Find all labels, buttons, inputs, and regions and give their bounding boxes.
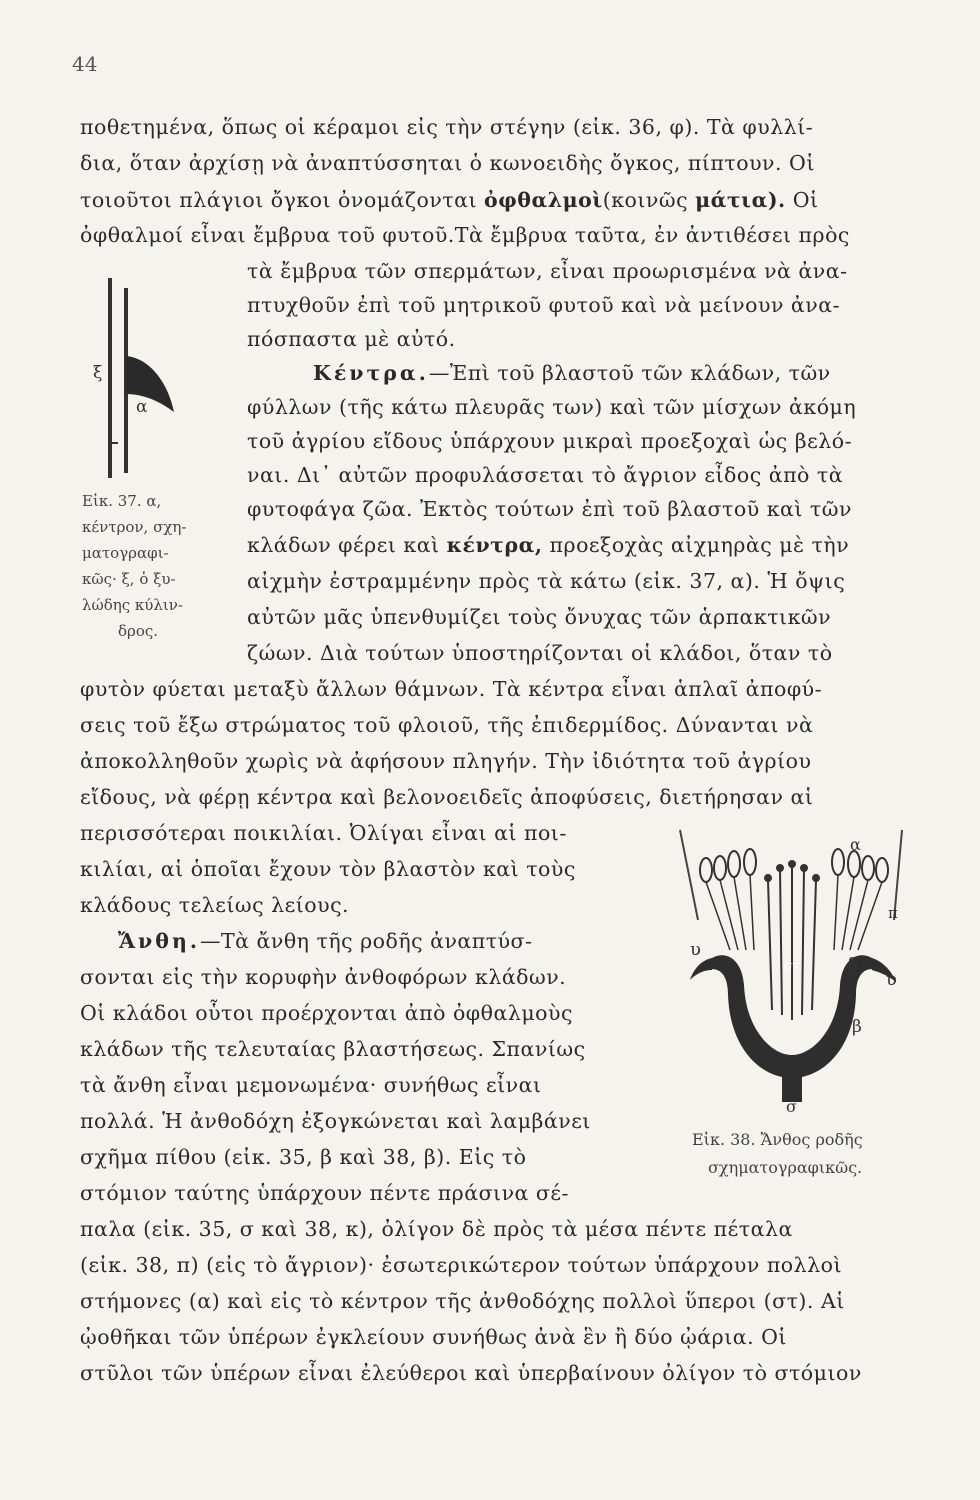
text-line: Οἱ κλάδοι οὗτοι προέρχονται ἀπὸ ὀφθαλμοὺς [80,1001,573,1025]
figure-37 [88,278,198,488]
text-line [80,185,920,215]
text-line: στόμιον ταύτης ὑπάρχουν πέντε πράσινα σέ- [80,1181,569,1205]
text-run: —Ἐπὶ τοῦ βλαστοῦ τῶν κλάδων, τῶν [428,361,831,385]
svg-text:υ: υ [886,969,897,990]
text-line [313,358,831,388]
text-line: πτυχθοῦν ἐπὶ τοῦ μητρικοῦ φυτοῦ καὶ νὰ μείνουν ἀνα- [247,293,840,317]
text-line: κλάδων τῆς τελευταίας βλαστήσεως. Σπανίως [80,1037,586,1061]
text-line: ὀφθαλμοί εἶναι ἔμβρυα τοῦ φυτοῦ.Τὰ ἔμβρυα ταῦτα, ἐν ἀντιθέσει πρὸς [80,223,850,247]
text-run: τοιοῦτοι πλάγιοι ὄγκοι ὀνομάζονται [80,188,478,212]
term-ofthalmoi: ὀφθαλμοὶ [484,188,603,212]
label-alpha: α [136,397,148,417]
heading-kentra: Κέντρα. [313,361,429,385]
text-run: (κοινῶς [602,188,689,212]
text-line: δια, ὅταν ἀρχίσῃ νὰ ἀναπτύσσηται ὁ κωνοειδὴς ὄγκος, πίπτουν. Οἱ [80,151,815,175]
figure-38 [672,810,932,1120]
svg-text:α: α [850,835,861,854]
svg-text:π: π [888,904,898,922]
svg-text:στ: στ [784,959,801,974]
term-kentra: κέντρα, [446,533,543,557]
text-line: εἴδους, νὰ φέρῃ κέντρα καὶ βελονοειδεῖς ἀποφύσεις, διετήρησαν αἱ [80,785,814,809]
text-line: (εἰκ. 38, π) (εἰς τὸ ἄγριον)· ἐσωτερικώτερον τούτων ὑπάρχουν πολλοὶ [80,1253,843,1277]
text-line: στῦλοι τῶν ὑπέρων εἶναι ἐλεύθεροι καὶ ὑπερβαίνουν ὀλίγον τὸ στόμιον [80,1361,862,1385]
svg-text:σ: σ [786,1097,797,1116]
thorn-shape [126,356,174,412]
text-line [118,926,532,956]
text-run: Οἱ [792,188,819,212]
text-line: ζώων. Διὰ τούτων ὑποστηρίζονται οἱ κλάδοι, ὅταν τὸ [247,641,833,665]
text-line: περισσότεραι ποικιλίαι. Ὀλίγαι εἶναι αἱ ποι- [80,821,567,845]
text-run: προεξοχὰς αἰχμηρὰς μὲ τὴν [549,533,850,557]
text-line: αἰχμὴν ἐστραμμένην πρὸς τὰ κάτω (εἰκ. 37, α). Ἡ ὄψις [247,569,846,593]
text-line: πολλά. Ἡ ἀνθοδόχη ἐξογκώνεται καὶ λαμβάνει [80,1109,591,1133]
text-line: τὰ ἄνθη εἶναι μεμονωμένα· συνήθως εἶναι [80,1073,542,1097]
text-line: σχῆμα πίθου (εἰκ. 35, β καὶ 38, β). Εἰς τὸ [80,1145,527,1169]
text-run: κλάδων φέρει καὶ [247,533,440,557]
svg-text:β: β [852,1017,862,1037]
label-xi: ξ [93,363,103,383]
text-line: αὐτῶν μᾶς ὑπενθυμίζει τοὺς ὄνυχας τῶν ἁρπακτικῶν [247,605,832,629]
term-matia: μάτια). [695,188,786,212]
text-line: πόσπαστα μὲ αὐτό. [247,327,456,351]
text-line: φύλλων (τῆς κάτω πλευρᾶς των) καὶ τῶν μίσχων ἀκόμη [247,395,857,419]
heading-anthi: Ἄνθη. [118,929,200,953]
text-line: κλάδους τελείως λείους. [80,893,350,917]
text-line: κιλίαι, αἱ ὁποῖαι ἔχουν τὸν βλαστὸν καὶ τοὺς [80,857,576,881]
text-line: σεις τοῦ ἔξω στρώματος τοῦ φλοιοῦ, τῆς ἐπιδερμίδος. Δύνανται νὰ [80,713,814,737]
text-line: τοῦ ἀγρίου εἴδους ὑπάρχουν μικραὶ προεξοχαὶ ὡς βελό- [247,429,853,453]
text-line [247,530,849,560]
svg-text:β: β [848,955,858,975]
text-run: —Τὰ ἄνθη τῆς ροδῆς ἀναπτύσ- [200,929,533,953]
text-line: ναι. Δι᾿ αὐτῶν προφυλάσσεται τὸ ἄγριον εἶδος ἀπὸ τὰ [247,463,844,487]
text-line: φυτὸν φύεται μεταξὺ ἄλλων θάμνων. Τὰ κέντρα εἶναι ἁπλαῖ ἀποφύ- [80,677,823,701]
text-line: ἀποκολληθοῦν χωρὶς νὰ ἀφήσουν πληγήν. Τὴν ἰδιότητα τοῦ ἀγρίου [80,749,812,773]
svg-text:υ: υ [690,939,701,960]
text-line: τὰ ἔμβρυα τῶν σπερμάτων, εἶναι προωρισμένα νὰ ἀνα- [247,259,848,283]
page-number: 44 [72,52,98,76]
text-line: ποθετημένα, ὅπως οἱ κέραμοι εἰς τὴν στέγην (εἰκ. 36, φ). Τὰ φυλλί- [80,115,814,139]
text-line: παλα (εἰκ. 35, σ καὶ 38, κ), ὀλίγον δὲ πρὸς τὰ μέσα πέντε πέταλα [80,1217,793,1241]
text-line: στήμονες (α) καὶ εἰς τὸ κέντρον τῆς ἀνθοδόχης πολλοὶ ὕπεροι (στ). Αἱ [80,1289,845,1313]
text-line: σονται εἰς τὴν κορυφὴν ἀνθοφόρων κλάδων. [80,965,567,989]
text-line: ᾠοθῆκαι τῶν ὑπέρων ἐγκλείουν συνήθως ἀνὰ ἓν ἢ δύο ᾠάρια. Οἱ [80,1325,787,1349]
text-line: φυτοφάγα ζῶα. Ἐκτὸς τούτων ἐπὶ τοῦ βλαστοῦ καὶ τῶν [247,497,852,521]
